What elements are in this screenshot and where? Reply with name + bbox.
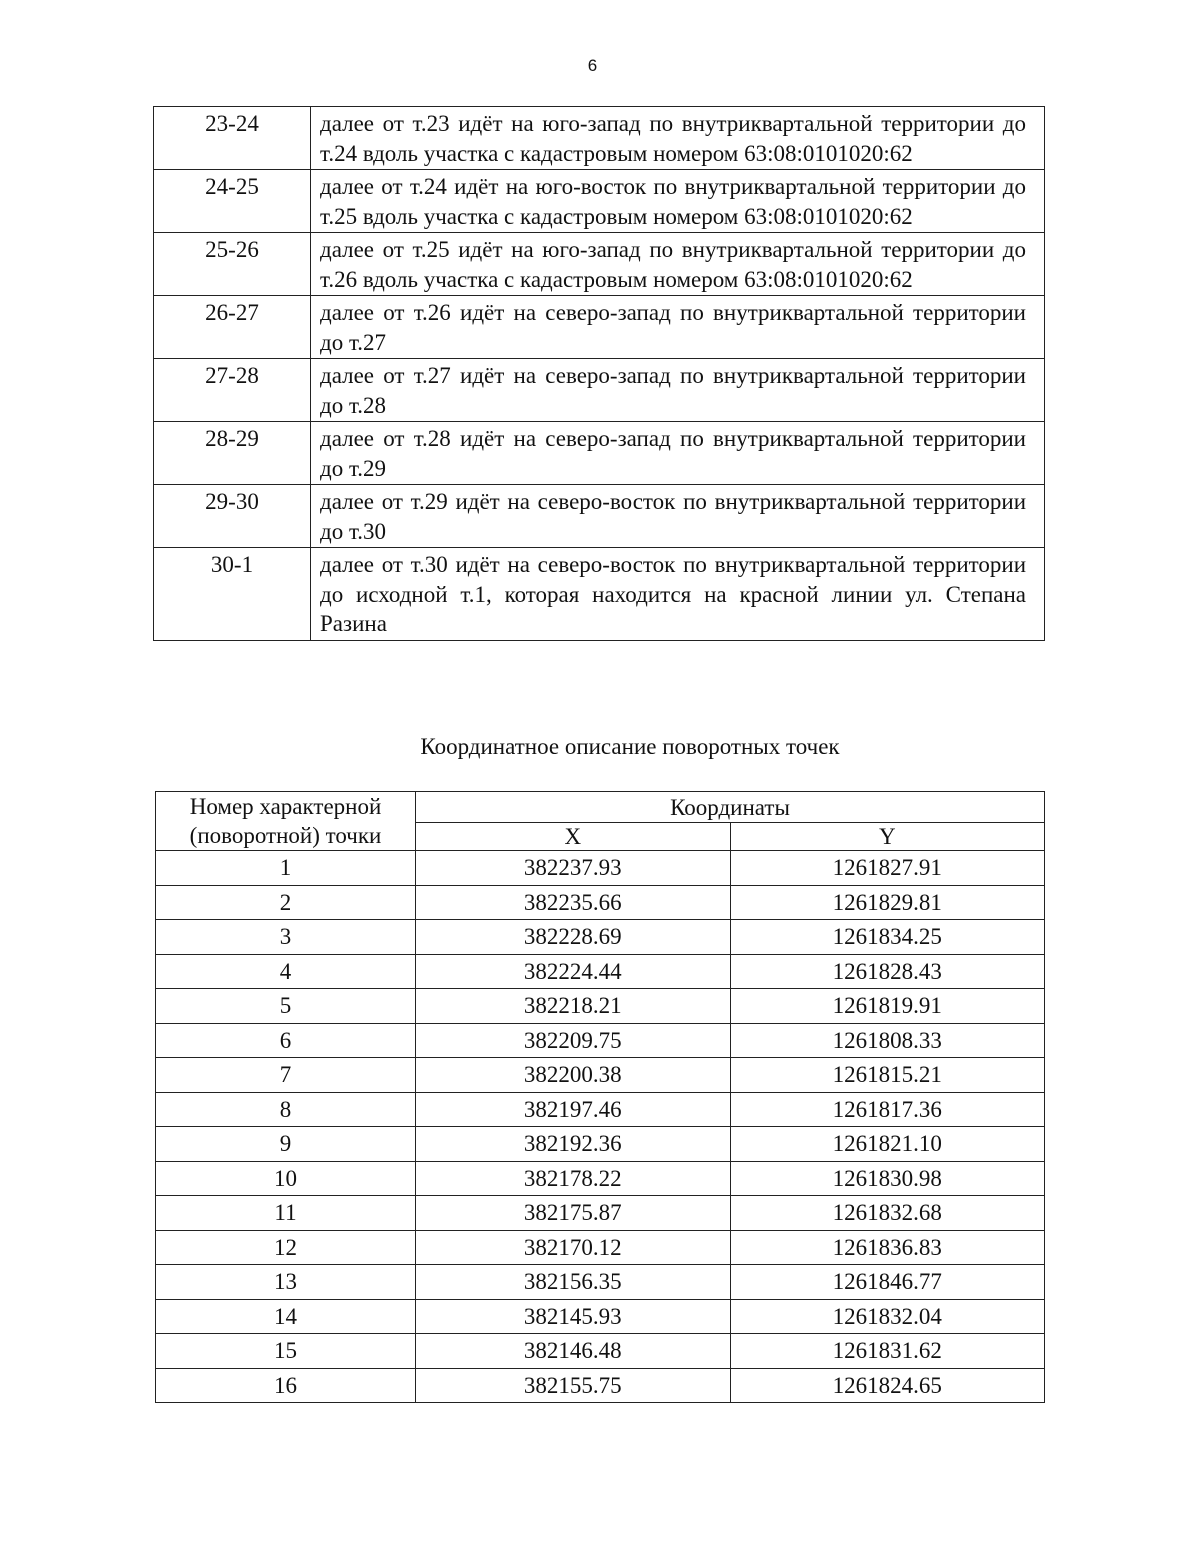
coordinate-row [156, 851, 1045, 886]
coordinate-row [156, 885, 1045, 920]
segment-row [154, 170, 1045, 233]
segment-id: 28-29 [154, 422, 311, 485]
point-number-cell: 16 [156, 1368, 416, 1403]
coordinate-row [156, 1230, 1045, 1265]
segment-row [154, 359, 1045, 422]
coordinate-row [156, 1265, 1045, 1300]
segment-description: далее от т.28 идёт на северо-запад по внутриквартальной территории до т.29 [311, 422, 1045, 485]
segment-row [154, 548, 1045, 641]
x-coordinate-cell: 382170.12 [416, 1230, 731, 1265]
segment-id: 30-1 [154, 548, 311, 641]
x-coordinate-cell: 382146.48 [416, 1334, 731, 1369]
point-number-cell: 15 [156, 1334, 416, 1369]
segment-description: далее от т.29 идёт на северо-восток по внутриквартальной территории до т.30 [311, 485, 1045, 548]
y-coordinate-cell: 1261846.77 [730, 1265, 1045, 1300]
y-coordinate-cell: 1261829.81 [730, 885, 1045, 920]
point-number-cell: 8 [156, 1092, 416, 1127]
coordinates-body [156, 851, 1045, 1403]
x-coordinate-cell: 382209.75 [416, 1023, 731, 1058]
x-coordinate-cell: 382175.87 [416, 1196, 731, 1231]
y-coordinate-cell: 1261824.65 [730, 1368, 1045, 1403]
x-coordinate-cell: 382218.21 [416, 989, 731, 1024]
x-coordinate-cell: 382156.35 [416, 1265, 731, 1300]
y-coordinate-cell: 1261834.25 [730, 920, 1045, 955]
coordinate-row [156, 1092, 1045, 1127]
segment-description: далее от т.25 идёт на юго-запад по внутриквартальной территории до т.26 вдоль участка с кадастровым номером 63:08:0101020:62 [311, 233, 1045, 296]
point-number-cell: 4 [156, 954, 416, 989]
header-row-top [156, 792, 1045, 823]
y-coordinate-cell: 1261819.91 [730, 989, 1045, 1024]
coordinate-row [156, 1368, 1045, 1403]
segment-row [154, 485, 1045, 548]
point-number-cell: 5 [156, 989, 416, 1024]
segment-description: далее от т.23 идёт на юго-запад по внутриквартальной территории до т.24 вдоль участка с кадастровым номером 63:08:0101020:62 [311, 107, 1045, 170]
segment-row [154, 296, 1045, 359]
y-coordinate-cell: 1261832.68 [730, 1196, 1045, 1231]
segment-id: 24-25 [154, 170, 311, 233]
y-coordinate-cell: 1261830.98 [730, 1161, 1045, 1196]
y-coordinate-cell: 1261836.83 [730, 1230, 1045, 1265]
coordinates-table-header [156, 792, 1045, 851]
coordinate-row [156, 1058, 1045, 1093]
x-coordinate-cell: 382237.93 [416, 851, 731, 886]
point-number-cell: 7 [156, 1058, 416, 1093]
header-point-number: Номер характерной (поворотной) точки [156, 792, 416, 851]
segment-id: 23-24 [154, 107, 311, 170]
page-number: 6 [587, 56, 598, 75]
x-coordinate-cell: 382192.36 [416, 1127, 731, 1162]
coordinate-row [156, 954, 1045, 989]
point-number-cell: 1 [156, 851, 416, 886]
point-number-cell: 10 [156, 1161, 416, 1196]
coordinate-row [156, 1299, 1045, 1334]
coordinate-row [156, 920, 1045, 955]
point-number-cell: 12 [156, 1230, 416, 1265]
y-coordinate-cell: 1261808.33 [730, 1023, 1045, 1058]
segment-description: далее от т.26 идёт на северо-запад по внутриквартальной территории до т.27 [311, 296, 1045, 359]
segments-body [154, 107, 1045, 641]
segment-id: 26-27 [154, 296, 311, 359]
segment-id: 27-28 [154, 359, 311, 422]
point-number-cell: 14 [156, 1299, 416, 1334]
segment-id: 25-26 [154, 233, 311, 296]
point-number-cell: 3 [156, 920, 416, 955]
x-coordinate-cell: 382155.75 [416, 1368, 731, 1403]
y-coordinate-cell: 1261831.62 [730, 1334, 1045, 1369]
x-coordinate-cell: 382228.69 [416, 920, 731, 955]
header-coordinates: Координаты [416, 792, 1045, 823]
coordinate-row [156, 989, 1045, 1024]
segment-row [154, 422, 1045, 485]
header-x: X [416, 823, 731, 851]
y-coordinate-cell: 1261832.04 [730, 1299, 1045, 1334]
x-coordinate-cell: 382145.93 [416, 1299, 731, 1334]
x-coordinate-cell: 382197.46 [416, 1092, 731, 1127]
coordinates-table [155, 791, 1045, 1403]
y-coordinate-cell: 1261821.10 [730, 1127, 1045, 1162]
coordinate-row [156, 1334, 1045, 1369]
segment-description: далее от т.27 идёт на северо-запад по внутриквартальной территории до т.28 [311, 359, 1045, 422]
segment-description: далее от т.24 идёт на юго-восток по внутриквартальной территории до т.25 вдоль участка с кадастровым номером 63:08:0101020:62 [311, 170, 1045, 233]
segment-row [154, 233, 1045, 296]
header-y: Y [730, 823, 1045, 851]
x-coordinate-cell: 382178.22 [416, 1161, 731, 1196]
x-coordinate-cell: 382224.44 [416, 954, 731, 989]
segment-id: 29-30 [154, 485, 311, 548]
coordinate-row [156, 1023, 1045, 1058]
y-coordinate-cell: 1261828.43 [730, 954, 1045, 989]
point-number-cell: 13 [156, 1265, 416, 1300]
segment-row [154, 107, 1045, 170]
boundary-segments-table [153, 106, 1045, 641]
coordinates-heading: Координатное описание поворотных точек [420, 734, 840, 759]
y-coordinate-cell: 1261817.36 [730, 1092, 1045, 1127]
point-number-cell: 11 [156, 1196, 416, 1231]
y-coordinate-cell: 1261827.91 [730, 851, 1045, 886]
x-coordinate-cell: 382235.66 [416, 885, 731, 920]
coordinate-row [156, 1161, 1045, 1196]
coordinate-row [156, 1196, 1045, 1231]
x-coordinate-cell: 382200.38 [416, 1058, 731, 1093]
segment-description: далее от т.30 идёт на северо-восток по внутриквартальной территории до исходной т.1, которая находится на красной линии ул. Степана Разина [311, 548, 1045, 641]
coordinate-row [156, 1127, 1045, 1162]
y-coordinate-cell: 1261815.21 [730, 1058, 1045, 1093]
point-number-cell: 6 [156, 1023, 416, 1058]
point-number-cell: 9 [156, 1127, 416, 1162]
point-number-cell: 2 [156, 885, 416, 920]
